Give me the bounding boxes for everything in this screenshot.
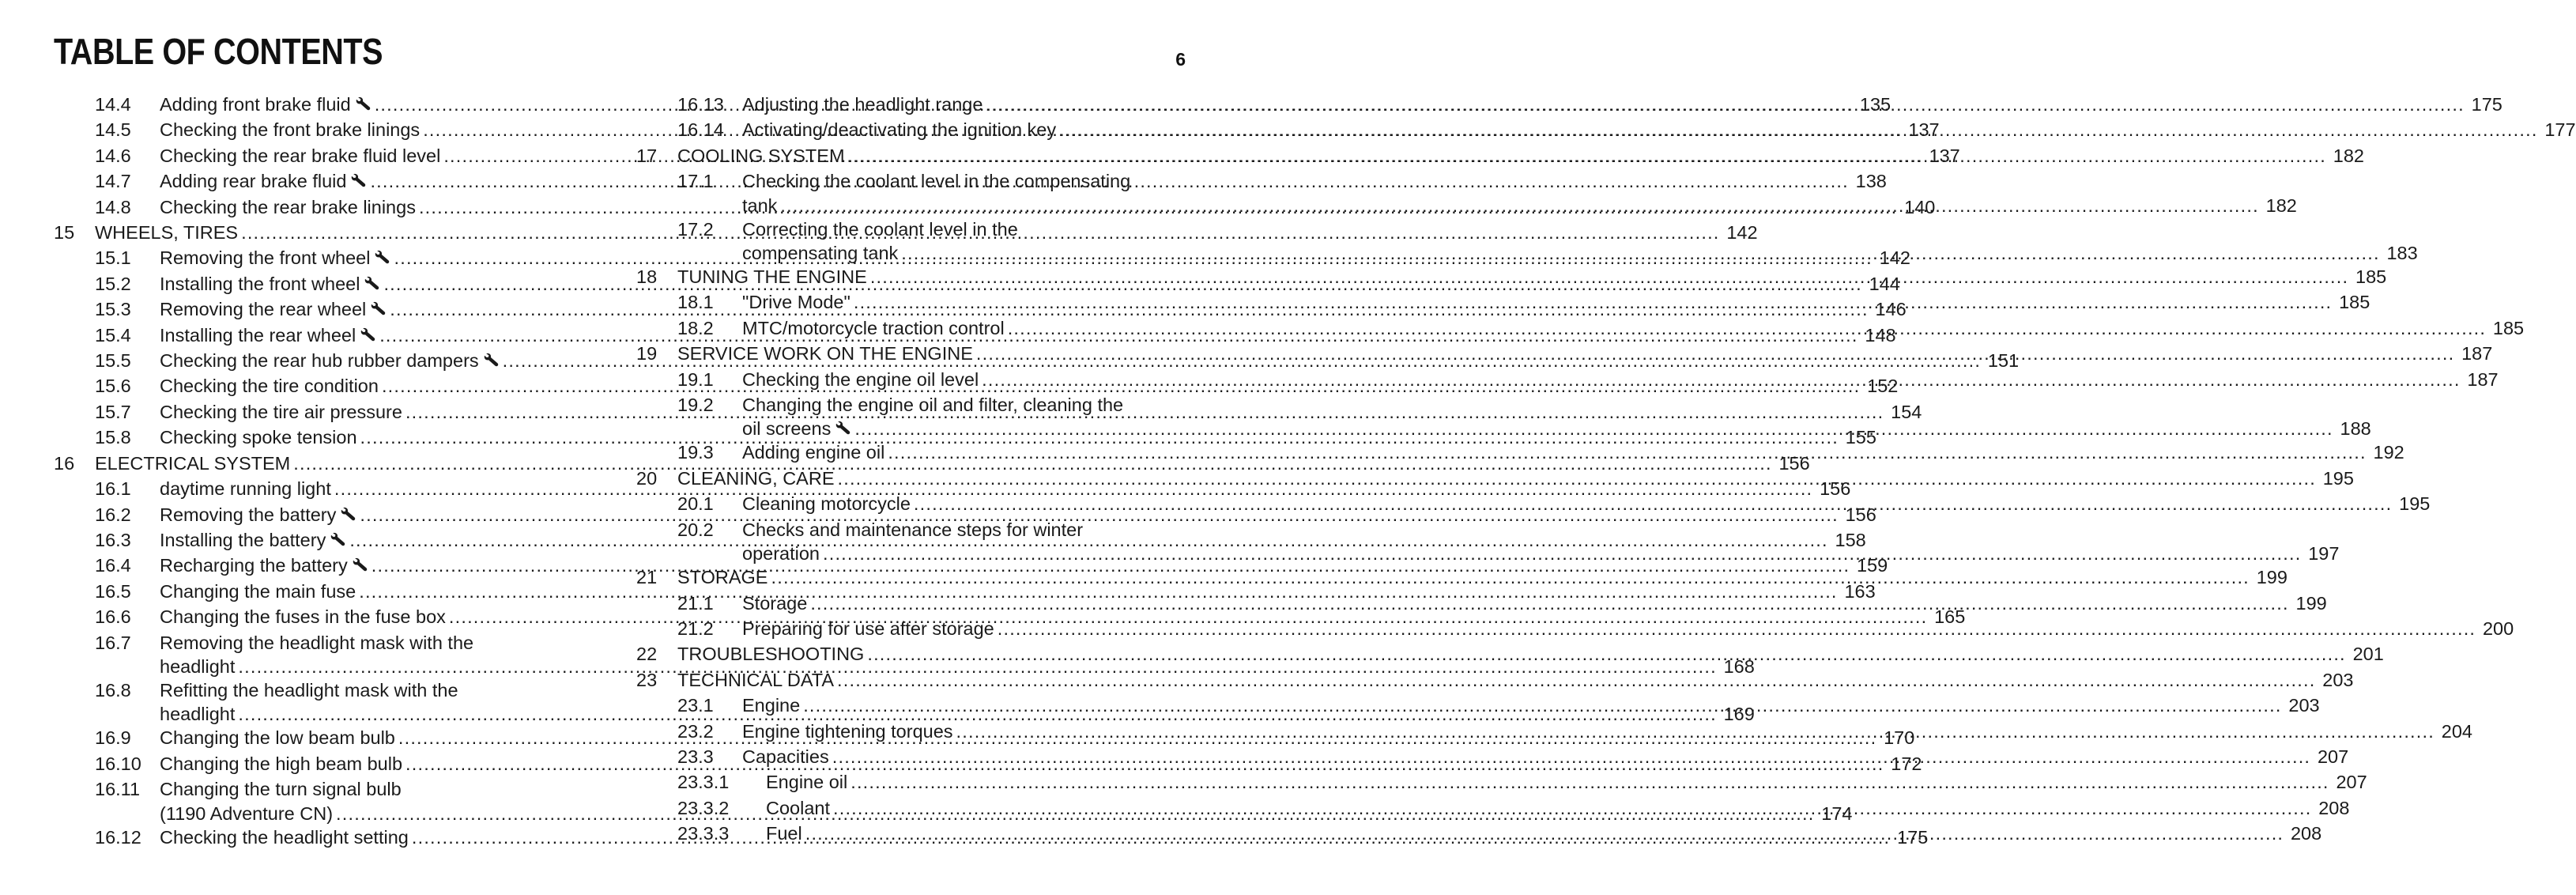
toc-page-number[interactable]: 188 <box>2340 418 2371 440</box>
toc-entry-title: headlight <box>160 704 236 725</box>
dot-leader <box>832 744 2310 769</box>
toc-entry-title: Checking the tire condition <box>160 376 379 397</box>
wrench-icon <box>371 301 387 315</box>
toc-entry-number: 16.3 <box>95 529 131 550</box>
toc-entry-number: 16.11 <box>95 779 141 800</box>
toc-page-number[interactable]: 155 <box>1845 427 1876 448</box>
toc-entry-number: 15 <box>54 222 75 244</box>
dot-leader <box>998 616 2476 641</box>
toc-entry-title: ELECTRICAL SYSTEM <box>95 452 291 474</box>
toc-page-number[interactable]: 199 <box>2256 567 2287 588</box>
toc-entry-number: 16.8 <box>95 679 131 701</box>
toc-page-number[interactable]: 137 <box>1929 145 1960 166</box>
toc-entry-title: Engine tightening torques <box>742 720 953 742</box>
toc-entry-number: 22 <box>636 644 658 665</box>
toc-page-number[interactable]: 144 <box>1869 273 1900 294</box>
toc-entry-title: Removing the front wheel <box>160 247 371 269</box>
toc-entry-number: 16.2 <box>95 504 131 525</box>
toc-entry-number: 18.1 <box>677 292 714 313</box>
toc-page-number[interactable]: 185 <box>2492 317 2525 338</box>
toc-page-number[interactable]: 159 <box>1856 555 1888 576</box>
toc-entry-title: MTC/motorcycle traction control <box>742 317 1005 338</box>
toc-entry-number: 16.7 <box>95 632 131 653</box>
toc-entry-title: Removing the battery <box>160 504 337 525</box>
toc-entry-number: 16.1 <box>95 478 131 500</box>
dot-leader <box>838 466 2316 491</box>
toc-page-number[interactable]: 197 <box>2308 543 2340 565</box>
toc-entry-title: Removing the rear wheel <box>160 299 367 320</box>
toc-entry-number: 20.1 <box>677 493 714 515</box>
toc-page-number[interactable]: 156 <box>1778 452 1810 474</box>
dot-leader <box>848 143 2326 168</box>
toc-entry-title: tank <box>742 194 778 216</box>
toc-entry-title: COOLING SYSTEM <box>677 145 845 166</box>
toc-entry-number: 15.3 <box>95 299 131 320</box>
toc-entry-number: 18 <box>636 266 658 288</box>
toc-entry-number: 16.9 <box>95 727 131 749</box>
toc-entry-title: CLEANING, CARE <box>677 467 835 489</box>
dot-leader <box>854 289 2332 315</box>
toc-entry-title: operation <box>742 543 820 565</box>
wrench-icon <box>835 421 851 435</box>
toc-entry-number: 23.3.1 <box>677 772 730 793</box>
toc-page-number[interactable]: 154 <box>1891 401 1922 422</box>
toc-entry-title: Preparing for use after storage <box>742 617 994 639</box>
dot-leader <box>901 242 2379 264</box>
wrench-icon <box>484 353 500 367</box>
toc-entry-title: Correcting the coolant level in the <box>742 218 1018 240</box>
toc-entry-number: 14.7 <box>95 171 131 192</box>
toc-entry-number: 17.2 <box>677 218 714 240</box>
wrench-icon <box>330 532 346 546</box>
toc-entry-number: 16.10 <box>95 753 141 774</box>
toc-entry-title: TECHNICAL DATA <box>677 669 835 690</box>
wrench-icon <box>364 276 380 290</box>
toc-entry-number: 21 <box>636 567 658 588</box>
toc-entry-number: 18.2 <box>677 317 714 338</box>
toc-entry-number: 15.1 <box>95 247 131 269</box>
toc-page-number[interactable]: 172 <box>1891 753 1922 774</box>
toc-entry-title: headlight <box>160 655 236 677</box>
toc-entry-title: Adjusting the headlight range <box>742 94 983 115</box>
toc-page-number[interactable]: 169 <box>1723 704 1755 725</box>
dot-leader <box>771 565 2249 590</box>
toc-entry-number: 16 <box>54 452 75 474</box>
toc-entry-number: 19.2 <box>677 395 714 416</box>
toc-entry-title: Changing the main fuse <box>160 580 356 602</box>
toc-entry-number: 15.2 <box>95 273 131 294</box>
toc-page-number[interactable]: 156 <box>1845 504 1876 525</box>
toc-entry-number: 15.5 <box>95 350 131 372</box>
toc-entry-number: 19.1 <box>677 368 714 390</box>
toc-entry-title: Activating/deactivating the ignition key <box>742 119 1057 141</box>
toc-page-number[interactable]: 138 <box>1855 171 1887 192</box>
toc-entry-title: (1190 Adventure CN) <box>160 802 334 824</box>
toc-entry-number: 15.7 <box>95 401 131 422</box>
toc-entry-title: Changing the high beam bulb <box>160 753 403 774</box>
dot-leader <box>850 769 2329 795</box>
toc-entry-number: 16.4 <box>95 555 131 576</box>
toc-entry-title: Checking the rear brake linings <box>160 196 416 217</box>
toc-page-number[interactable]: 207 <box>2317 746 2349 767</box>
toc-entry-title: Checking the rear brake fluid level <box>160 145 441 166</box>
toc-entry-number: 19 <box>636 343 658 364</box>
toc-entry-number: 16.14 <box>677 119 724 141</box>
toc-page-number[interactable]: 146 <box>1875 299 1907 320</box>
toc-page-number[interactable]: 142 <box>1726 222 1758 244</box>
dot-leader <box>1008 315 2486 341</box>
toc-page-number[interactable]: 207 <box>2336 772 2367 793</box>
toc-entry-number: 21.1 <box>677 592 714 614</box>
toc-entry-number: 14.5 <box>95 119 131 141</box>
toc-page-number[interactable]: 183 <box>2386 243 2418 264</box>
dot-leader <box>956 719 2435 744</box>
toc-entry-title: Adding rear brake fluid <box>160 171 347 192</box>
toc-page-number[interactable]: 148 <box>1865 324 1896 346</box>
toc-page-number[interactable]: 165 <box>1934 606 1966 628</box>
toc-page-number[interactable]: 175 <box>1897 826 1929 848</box>
toc-entry-title: Checking the front brake linings <box>160 119 421 141</box>
dot-leader <box>854 417 2333 440</box>
toc-entry-title: Checking the headlight setting <box>160 826 409 848</box>
toc-entry-number: 14.4 <box>95 94 131 115</box>
toc-page-number[interactable]: 195 <box>2399 493 2431 515</box>
toc-page-number[interactable]: 182 <box>2265 194 2297 216</box>
toc-entry-title: Changing the low beam bulb <box>160 727 395 749</box>
toc-entry-title: Checking the engine oil level <box>742 368 979 390</box>
toc-page-number[interactable]: 185 <box>2339 292 2370 313</box>
toc-entry-number: 23 <box>636 669 658 690</box>
toc-entry-title: Installing the battery <box>160 529 326 550</box>
toc-page-number[interactable]: 158 <box>1835 529 1866 550</box>
toc-entry-number: 17 <box>636 145 658 166</box>
toc-page-number[interactable]: 199 <box>2295 592 2327 614</box>
toc-entry-number: 23.3.2 <box>677 797 730 818</box>
toc-entry-number: 23.1 <box>677 695 714 716</box>
toc-entry-title: Storage <box>742 592 808 614</box>
toc-entry-title: Engine oil <box>766 772 848 793</box>
toc-entry-title: compensating tank <box>742 243 899 264</box>
toc-section-entry[interactable] <box>636 769 2367 795</box>
toc-entry-number: 21.2 <box>677 617 714 639</box>
toc-page-number[interactable]: 168 <box>1723 655 1755 677</box>
toc-page-number[interactable]: 152 <box>1867 376 1899 397</box>
toc-page-number[interactable]: 175 <box>2471 94 2502 115</box>
toc-entry-number: 15.6 <box>95 376 131 397</box>
toc-page-number[interactable]: 135 <box>1859 94 1891 115</box>
toc-page-number[interactable]: 203 <box>2322 669 2354 690</box>
toc-page-number[interactable]: 142 <box>1879 247 1910 269</box>
toc-page-number[interactable]: 177 <box>2544 119 2576 141</box>
toc-entry-title: Checking the rear hub rubber dampers <box>160 350 479 372</box>
toc-page-number[interactable]: 195 <box>2322 467 2354 489</box>
toc-page-number[interactable]: 201 <box>2352 644 2384 665</box>
toc-page-number[interactable]: 163 <box>1844 580 1876 602</box>
toc-entry-title: Refitting the headlight mask with the <box>160 679 458 701</box>
toc-entry-title: Recharging the battery <box>160 555 348 576</box>
toc-entry-number: 15.4 <box>95 324 131 346</box>
dot-leader <box>986 92 2464 117</box>
toc-entry-title: Installing the rear wheel <box>160 324 356 346</box>
toc-page-number[interactable]: 204 <box>2441 720 2472 742</box>
toc-page-number[interactable]: 208 <box>2318 797 2350 818</box>
toc-entry-title: Coolant <box>766 797 830 818</box>
toc-entry-title: "Drive Mode" <box>742 292 850 313</box>
toc-page-number[interactable]: 174 <box>1821 802 1853 824</box>
toc-page-number[interactable]: 137 <box>1908 119 1940 141</box>
toc-entry-title: Checking the tire air pressure <box>160 401 402 422</box>
toc-entry-title: Adding engine oil <box>742 442 885 463</box>
dot-leader <box>803 693 2281 718</box>
dot-leader <box>888 440 2366 465</box>
wrench-icon <box>353 557 368 572</box>
toc-entry-number: 14.6 <box>95 145 131 166</box>
toc-entry-number: 17.1 <box>677 171 714 192</box>
toc-page-number[interactable]: 170 <box>1884 727 1915 749</box>
toc-page-number[interactable]: 140 <box>1904 196 1936 217</box>
toc-entry-number: 16.5 <box>95 580 131 602</box>
toc-entry-title: SERVICE WORK ON THE ENGINE <box>677 343 973 364</box>
dot-leader <box>870 264 2348 289</box>
toc-entry-title: Installing the front wheel <box>160 273 360 294</box>
dot-leader <box>805 821 2284 846</box>
toc-page-number[interactable]: 156 <box>1820 478 1851 500</box>
toc-entry-title: STORAGE <box>677 567 768 588</box>
toc-entry-number: 16.6 <box>95 606 131 628</box>
toc-entry-title: Checking the coolant level in the compensating <box>742 171 1131 192</box>
toc-page-number[interactable]: 151 <box>1987 350 2020 372</box>
toc-entry-number: 20.2 <box>677 519 714 540</box>
toc-entry-title: Changing the fuses in the fuse box <box>160 606 446 628</box>
toc-entry-number: 23.3.3 <box>677 823 730 844</box>
toc-entry-title: oil screens <box>742 418 832 440</box>
toc-entry-title: TROUBLESHOOTING <box>677 644 865 665</box>
dot-leader <box>837 667 2315 693</box>
toc-entry-title: Checks and maintenance steps for winter <box>742 519 1084 540</box>
toc-entry-title: daytime running light <box>160 478 331 500</box>
dot-leader <box>780 194 2258 217</box>
toc-entry-number: 19.3 <box>677 442 714 463</box>
toc-entry-number: 20 <box>636 467 658 489</box>
toc-page-number[interactable]: 192 <box>2373 442 2404 463</box>
toc-page-number[interactable]: 208 <box>2290 823 2322 844</box>
wrench-icon <box>351 173 367 187</box>
toc-entry-title: Fuel <box>766 823 802 844</box>
toc-page-number[interactable]: 200 <box>2482 617 2514 639</box>
wrench-icon <box>356 96 372 111</box>
toc-chapter-entry[interactable] <box>636 667 2354 693</box>
toc-entry-number: 16.12 <box>95 826 141 848</box>
dot-leader <box>833 795 2311 821</box>
page-number: 6 <box>1175 49 1186 70</box>
toc-entry-title: Changing the turn signal bulb <box>160 779 402 800</box>
toc-entry-number: 14.8 <box>95 196 131 217</box>
dot-leader <box>914 491 2392 516</box>
toc-page-number[interactable]: 187 <box>2461 343 2493 364</box>
dot-leader <box>976 341 2454 366</box>
toc-entry-number: 15.8 <box>95 427 131 448</box>
wrench-icon <box>375 250 390 264</box>
dot-leader <box>823 542 2301 565</box>
toc-entry-number: 23.2 <box>677 720 714 742</box>
toc-entry-title: WHEELS, TIRES <box>95 222 239 244</box>
toc-page-number[interactable]: 182 <box>2333 145 2364 166</box>
toc-page-number[interactable]: 187 <box>2467 368 2499 390</box>
toc-entry-title: Adding front brake fluid <box>160 94 351 115</box>
dot-leader <box>867 641 2345 667</box>
toc-entry-title: Removing the headlight mask with the <box>160 632 474 653</box>
toc-entry-number: 16.13 <box>677 94 724 115</box>
toc-entry-title: Changing the engine oil and filter, cleaning the <box>742 395 1124 416</box>
page-title: TABLE OF CONTENTS <box>54 31 383 72</box>
toc-entry-title: Engine <box>742 695 801 716</box>
dot-leader <box>982 367 2460 392</box>
wrench-icon <box>341 507 356 521</box>
toc-entry-title: TUNING THE ENGINE <box>677 266 867 288</box>
dot-leader <box>810 591 2288 616</box>
toc-entry-title: Capacities <box>742 746 829 767</box>
toc-entry-number: 23.3 <box>677 746 714 767</box>
toc-entry-title: Checking spoke tension <box>160 427 357 448</box>
toc-entry-title: Cleaning motorcycle <box>742 493 911 515</box>
wrench-icon <box>360 327 376 342</box>
toc-page-number[interactable]: 185 <box>2355 266 2387 288</box>
toc-page-number[interactable]: 203 <box>2288 695 2320 716</box>
dot-leader <box>1059 117 2537 142</box>
